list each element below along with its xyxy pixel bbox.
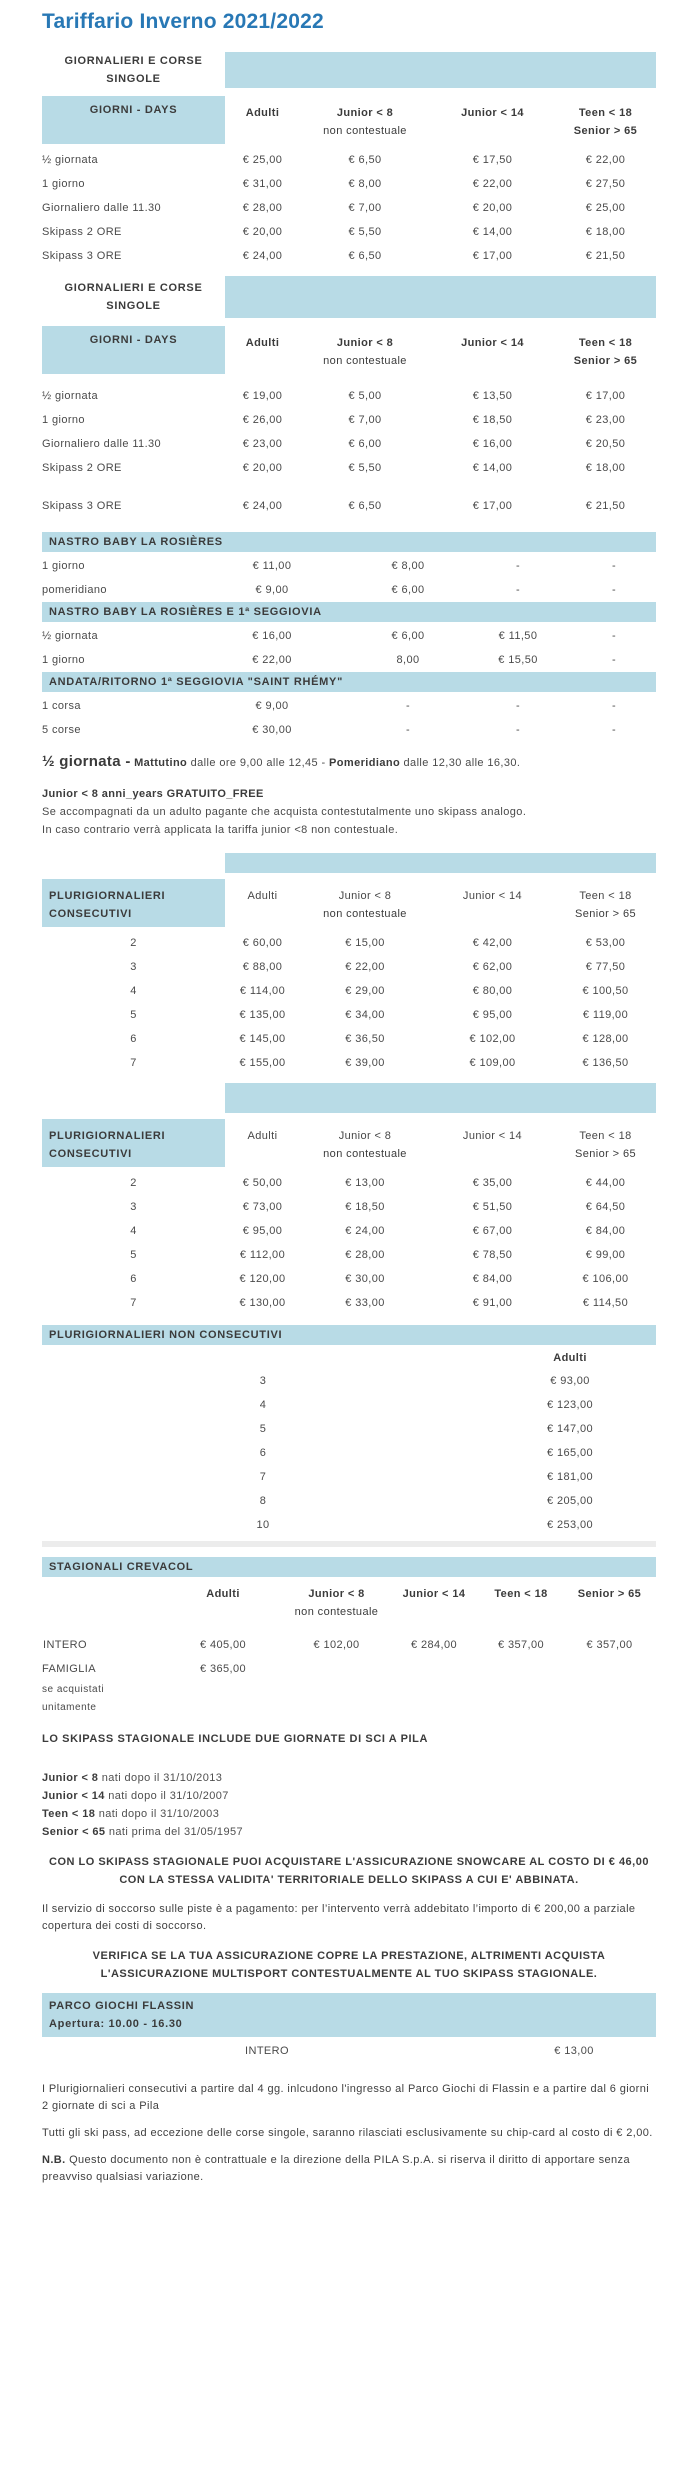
price-adulti: € 28,00 [242, 202, 283, 214]
section-multi-high-season [42, 853, 656, 1075]
col-header-adulti: Adulti [247, 890, 278, 902]
include-note: LO SKIPASS STAGIONALE INCLUDE DUE GIORNATE DI SCI A PILA [42, 1733, 429, 1745]
price-value: € 13,00 [554, 2045, 594, 2057]
price-teen-senior: € 20,50 [585, 438, 626, 450]
price-value: - [611, 700, 617, 712]
col-header-junior8: Junior < 8 non contestuale [323, 1130, 407, 1160]
price-junior8: € 5,50 [348, 226, 382, 238]
price-junior8: € 6,50 [348, 154, 382, 166]
price-row [42, 578, 656, 602]
footer-note-chipcard: Tutti gli ski pass, ad eccezione delle corse singole, saranno rilasciati esclusivamente su chip-card al costo di € 2,00. [42, 2127, 653, 2139]
section-nastro-baby [42, 532, 656, 602]
price-value: € 8,00 [391, 560, 425, 572]
days-count: 7 [130, 1057, 137, 1069]
spacer [42, 1347, 484, 1369]
price-adulti: € 165,00 [546, 1447, 594, 1459]
row-label: INTERO [245, 2045, 289, 2057]
price-value: - [611, 724, 617, 736]
price-adulti: € 95,00 [242, 1225, 283, 1237]
price-row [42, 1489, 656, 1513]
half-day-note: ½ giornata - Mattutino dalle ore 9,00 alle 12,45 - Pomeridiano dalle 12,30 alle 16,30. [42, 753, 521, 770]
row-label: Skipass 3 ORE [42, 500, 122, 512]
price-value: - [611, 630, 617, 642]
section-multi-nonconsec [42, 1325, 656, 1537]
price-value: € 6,00 [391, 584, 425, 596]
price-adulti: € 19,00 [242, 390, 283, 402]
price-adulti: € 135,00 [239, 1009, 286, 1021]
col-header-junior8: Junior < 8 non contestuale [294, 1588, 379, 1618]
price-row [42, 1393, 656, 1417]
section-parco-giochi [42, 1993, 656, 2063]
price-adulti: € 93,00 [550, 1375, 590, 1387]
price-row [42, 1219, 656, 1243]
days-count: 3 [130, 961, 137, 973]
row-label: INTERO [43, 1639, 87, 1651]
price-row [42, 432, 656, 456]
price-junior14: € 13,50 [472, 390, 513, 402]
price-junior8: € 5,00 [348, 390, 382, 402]
mattutino-label: Mattutino [134, 757, 188, 769]
col-header-junior8: Junior < 8 non contestuale [323, 337, 407, 367]
price-junior8: € 36,50 [345, 1033, 385, 1045]
band-nastro-seggiovia: NASTRO BABY LA ROSIÈRES E 1ª SEGGIOVIA [42, 602, 656, 622]
price-adulti: € 24,00 [242, 500, 283, 512]
price-value: - [611, 560, 617, 572]
row-label: pomeridiano [42, 584, 107, 596]
price-value: € 22,00 [252, 654, 292, 666]
price-adulti: € 50,00 [242, 1177, 283, 1189]
price-row [42, 1417, 656, 1441]
price-junior8: € 7,00 [348, 414, 382, 426]
price-adulti: € 26,00 [242, 414, 283, 426]
price-row [42, 494, 656, 518]
price-adulti: € 130,00 [239, 1297, 286, 1309]
days-count: 3 [130, 1201, 137, 1213]
price-value: € 357,00 [497, 1639, 545, 1651]
pomeridiano-label: Pomeridiano [329, 757, 401, 769]
price-adulti: € 145,00 [239, 1033, 286, 1045]
price-row [42, 408, 656, 432]
price-value: - [405, 724, 411, 736]
price-teen-senior: € 64,50 [585, 1201, 626, 1213]
price-teen-senior: € 84,00 [585, 1225, 626, 1237]
price-junior14: € 17,50 [472, 154, 513, 166]
price-value: - [405, 700, 411, 712]
divider [42, 1541, 656, 1547]
price-value: - [611, 584, 617, 596]
price-junior8: € 18,50 [345, 1201, 385, 1213]
price-value: € 30,00 [252, 724, 292, 736]
band-nastro-baby: NASTRO BABY LA ROSIÈRES [42, 532, 656, 552]
col-header-junior14: Junior < 14 [461, 107, 524, 119]
price-teen-senior: € 100,50 [582, 985, 629, 997]
price-adulti: € 24,00 [242, 250, 283, 262]
price-adulti: € 88,00 [242, 961, 283, 973]
spacer [42, 853, 225, 873]
season-header-stagione [225, 1083, 656, 1113]
spacer [42, 1579, 162, 1621]
days-count: 5 [259, 1423, 267, 1435]
side-label-giornalieri: GIORNALIERI E CORSE SINGOLE [64, 55, 203, 85]
price-junior8: € 13,00 [345, 1177, 385, 1189]
price-value: - [515, 584, 521, 596]
price-junior14: € 17,00 [472, 250, 513, 262]
price-junior14: € 14,00 [472, 462, 513, 474]
price-row [42, 1291, 656, 1315]
days-count: 4 [259, 1399, 267, 1411]
row-label: Skipass 2 ORE [42, 462, 122, 474]
price-junior8: € 22,00 [345, 961, 385, 973]
price-row [42, 931, 656, 955]
price-teen-senior: € 99,00 [585, 1249, 626, 1261]
price-value: - [515, 700, 521, 712]
col-header-teen-senior: Teen < 18 Senior > 65 [573, 337, 638, 367]
half-day-term: ½ giornata - [42, 753, 131, 770]
row-label: ½ giornata [42, 390, 98, 402]
price-value: 8,00 [396, 654, 420, 666]
price-row [42, 148, 656, 172]
price-junior8: € 6,50 [348, 250, 382, 262]
days-count: 4 [130, 985, 137, 997]
price-adulti: € 147,00 [546, 1423, 594, 1435]
price-adulti: € 73,00 [242, 1201, 283, 1213]
price-row [42, 1051, 656, 1075]
price-row [42, 648, 656, 672]
price-teen-senior: € 18,00 [585, 462, 626, 474]
days-count: 5 [130, 1009, 137, 1021]
row-label: Skipass 2 ORE [42, 226, 122, 238]
price-row [42, 1003, 656, 1027]
price-teen-senior: € 53,00 [585, 937, 626, 949]
row-label: ½ giornata [42, 630, 98, 642]
price-row [42, 244, 656, 268]
price-teen-senior: € 106,00 [582, 1273, 629, 1285]
col-header-teen-senior: Teen < 18 Senior > 65 [575, 1130, 636, 1160]
section-nastro-seggiovia [42, 602, 656, 672]
footer-note-plurigiornalieri: I Plurigiornalieri consecutivi a partire dal 4 gg. inlcudono l'ingresso al Parco Giochi di Flassin e a partire dal 6 giorni 2 giornate di sci a Pila [42, 2083, 650, 2112]
band-nonconsec: PLURIGIORNALIERI NON CONSECUTIVI [42, 1325, 656, 1345]
row-label: ½ giornata [42, 154, 98, 166]
column-header-row [42, 879, 656, 927]
col-header-junior14: Junior < 14 [402, 1588, 466, 1600]
column-header-row [42, 1119, 656, 1167]
footer-note-nb: N.B. Questo documento non è contrattuale e la direzione della PILA S.p.A. si riserva il diritto di apportare senza preavviso qualsiasi variazione. [42, 2154, 630, 2183]
col-header-teen-senior: Teen < 18 Senior > 65 [575, 890, 636, 920]
row-label: 1 giorno [42, 414, 85, 426]
price-teen-senior: € 17,00 [585, 390, 626, 402]
price-row [42, 172, 656, 196]
price-junior8: € 39,00 [345, 1057, 385, 1069]
days-count: 5 [130, 1249, 137, 1261]
price-adulti: € 123,00 [546, 1399, 594, 1411]
price-adulti: € 60,00 [242, 937, 283, 949]
price-row [42, 1465, 656, 1489]
price-adulti: € 112,00 [239, 1249, 286, 1261]
age-line: Teen < 18 nati dopo il 31/10/2003 [42, 1808, 220, 1820]
price-teen-senior: € 119,00 [582, 1009, 629, 1021]
season-header-alta-stagione [225, 853, 656, 873]
row-label: 1 corsa [42, 700, 81, 712]
row-label: Skipass 3 ORE [42, 250, 122, 262]
price-value: € 9,00 [255, 584, 289, 596]
price-row [42, 718, 656, 742]
price-row [42, 955, 656, 979]
col-header-junior14: Junior < 14 [462, 1130, 523, 1142]
price-junior8: € 15,00 [345, 937, 385, 949]
section-stagionali-crevacol [42, 1557, 656, 1717]
price-junior14: € 42,00 [472, 937, 513, 949]
days-count: 3 [259, 1375, 267, 1387]
price-teen-senior: € 114,50 [582, 1297, 629, 1309]
days-count: 7 [259, 1471, 267, 1483]
price-junior14: € 102,00 [469, 1033, 516, 1045]
price-value: € 6,00 [391, 630, 425, 642]
days-count: 7 [130, 1297, 137, 1309]
price-junior8: € 30,00 [345, 1273, 385, 1285]
price-junior8: € 7,00 [348, 202, 382, 214]
section-daily-low-season [42, 276, 656, 518]
price-adulti: € 181,00 [546, 1471, 594, 1483]
col-header-junior8: Junior < 8 non contestuale [323, 107, 407, 137]
price-junior14: € 22,00 [472, 178, 513, 190]
price-junior14: € 17,00 [472, 500, 513, 512]
price-row [42, 1171, 656, 1195]
col-header-adulti: Adulti [245, 337, 280, 349]
soccorso-note: Il servizio di soccorso sulle piste è a pagamento: per l’intervento verrà addebitato l’importo di € 200,00 a parziale copertura dei costi di soccorso. [42, 1903, 636, 1932]
days-count: 8 [259, 1495, 267, 1507]
price-value: € 15,50 [498, 654, 538, 666]
price-value: € 16,00 [252, 630, 292, 642]
price-junior14: € 16,00 [472, 438, 513, 450]
price-value: € 357,00 [586, 1639, 633, 1651]
price-junior14: € 67,00 [472, 1225, 513, 1237]
price-value: - [515, 560, 521, 572]
col-header-teen: Teen < 18 [494, 1588, 548, 1600]
days-count: 6 [259, 1447, 267, 1459]
price-junior8: € 28,00 [345, 1249, 385, 1261]
days-count: 4 [130, 1225, 137, 1237]
price-value: - [515, 724, 521, 736]
column-header-row [42, 96, 656, 144]
price-adulti: € 120,00 [239, 1273, 286, 1285]
price-teen-senior: € 22,00 [585, 154, 626, 166]
price-adulti: € 205,00 [546, 1495, 594, 1507]
row-label: 1 giorno [42, 654, 85, 666]
side-label-giornalieri: GIORNALIERI E CORSE SINGOLE [64, 282, 203, 312]
days-count: 6 [130, 1273, 137, 1285]
column-header-row [42, 326, 656, 374]
junior-free-note: Junior < 8 anni_years GRATUITO_FREE Se accompagnati da un adulto pagante che acquista contestutalmente uno skipass analogo. In caso contrario verrà applicata la tariffa junior <8 non contestuale. [42, 788, 527, 836]
col-header-teen-senior: Teen < 18 Senior > 65 [573, 107, 638, 137]
nonconsec-header-row [42, 1347, 656, 1369]
tariff-document [42, 10, 656, 2186]
age-line: Junior < 8 nati dopo il 31/10/2013 [42, 1772, 223, 1784]
price-row [42, 979, 656, 1003]
col-header-junior14: Junior < 14 [462, 890, 523, 902]
price-teen-senior: € 23,00 [585, 414, 626, 426]
price-row [42, 1267, 656, 1291]
price-junior14: € 109,00 [469, 1057, 516, 1069]
price-value: - [611, 654, 617, 666]
price-junior14: € 78,50 [472, 1249, 513, 1261]
price-junior14: € 95,00 [472, 1009, 513, 1021]
age-definitions [42, 1769, 656, 1841]
row-label: 1 giorno [42, 560, 85, 572]
price-adulti: € 20,00 [242, 462, 283, 474]
price-row [42, 384, 656, 408]
spacer [42, 1083, 225, 1113]
price-value: € 405,00 [199, 1639, 247, 1651]
price-row [42, 1513, 656, 1537]
col-header-junior14: Junior < 14 [461, 337, 524, 349]
price-row [42, 1027, 656, 1051]
price-row-famiglia [42, 1657, 656, 1717]
col-header-adulti: Adulti [245, 107, 280, 119]
price-junior14: € 35,00 [472, 1177, 513, 1189]
price-value: € 102,00 [313, 1639, 360, 1651]
price-junior14: € 91,00 [472, 1297, 513, 1309]
price-row-intero [42, 1633, 656, 1657]
price-adulti: € 114,00 [239, 985, 286, 997]
season-header-stagione [225, 276, 656, 318]
price-row [42, 1441, 656, 1465]
price-junior8: € 34,00 [345, 1009, 385, 1021]
price-row [42, 220, 656, 244]
price-junior14: € 62,00 [472, 961, 513, 973]
price-junior8: € 24,00 [345, 1225, 385, 1237]
season-header-alta-stagione [225, 52, 656, 88]
price-junior8: € 6,00 [348, 438, 382, 450]
band-parco-giochi: PARCO GIOCHI FLASSIN Apertura: 10.00 - 16.30 [42, 1993, 656, 2037]
section-multi-low-season [42, 1083, 656, 1315]
price-value: € 365,00 [199, 1663, 247, 1675]
price-junior8: € 8,00 [348, 178, 382, 190]
days-count: 10 [256, 1519, 270, 1531]
price-junior14: € 80,00 [472, 985, 513, 997]
plurigiornalieri-cell: PLURIGIORNALIERI CONSECUTIVI [42, 1119, 225, 1167]
price-junior14: € 20,00 [472, 202, 513, 214]
price-teen-senior: € 21,50 [585, 250, 626, 262]
price-teen-senior: € 77,50 [585, 961, 626, 973]
price-row [42, 554, 656, 578]
price-teen-senior: € 21,50 [585, 500, 626, 512]
price-value: € 11,50 [498, 630, 538, 642]
age-line: Junior < 14 nati dopo il 31/10/2007 [42, 1790, 229, 1802]
price-junior14: € 51,50 [472, 1201, 513, 1213]
row-label: FAMIGLIA se acquistati unitamente [42, 1663, 105, 1713]
price-adulti: € 253,00 [546, 1519, 594, 1531]
section-andata-ritorno [42, 672, 656, 742]
section-daily-high-season [42, 52, 656, 268]
price-row [42, 694, 656, 718]
price-junior8: € 5,50 [348, 462, 382, 474]
price-teen-senior: € 27,50 [585, 178, 626, 190]
col-header-adulti: Adulti [247, 1130, 278, 1142]
price-junior14: € 18,50 [472, 414, 513, 426]
price-row [42, 1369, 656, 1393]
giorni-days-cell: GIORNI - DAYS [42, 326, 225, 374]
price-adulti: € 31,00 [242, 178, 283, 190]
giorni-days-cell: GIORNI - DAYS [42, 96, 225, 144]
age-line: Senior < 65 nati prima del 31/05/1957 [42, 1826, 244, 1838]
price-value: € 9,00 [255, 700, 289, 712]
price-value: € 284,00 [410, 1639, 458, 1651]
price-junior8: € 6,50 [348, 500, 382, 512]
days-count: 2 [130, 1177, 137, 1189]
verifica-note: VERIFICA SE LA TUA ASSICURAZIONE COPRE LA PRESTAZIONE, ALTRIMENTI ACQUISTA L'ASSICURAZIONE MULTISPORT CONTESTUALMENTE AL TUO SKIPASS STAGIONALE. [92, 1950, 606, 1980]
price-teen-senior: € 44,00 [585, 1177, 626, 1189]
band-andata-ritorno: ANDATA/RITORNO 1ª SEGGIOVIA "SAINT RHÉMY" [42, 672, 656, 692]
price-row [42, 624, 656, 648]
price-adulti: € 155,00 [239, 1057, 286, 1069]
price-value: € 11,00 [252, 560, 292, 572]
days-count: 2 [130, 937, 137, 949]
snowcare-note: CON LO SKIPASS STAGIONALE PUOI ACQUISTARE L'ASSICURAZIONE SNOWCARE AL COSTO DI € 46,00 CON LA STESSA VALIDITA' TERRITORIALE DELLO SKIPASS A CUI E' ABBINATA. [49, 1856, 649, 1886]
price-teen-senior: € 136,50 [582, 1057, 629, 1069]
days-count: 6 [130, 1033, 137, 1045]
plurigiornalieri-cell: PLURIGIORNALIERI CONSECUTIVI [42, 879, 225, 927]
price-row [42, 1195, 656, 1219]
price-junior8: € 29,00 [345, 985, 385, 997]
price-row [42, 2039, 656, 2063]
price-adulti: € 25,00 [242, 154, 283, 166]
row-label: Giornaliero dalle 11.30 [42, 202, 162, 214]
column-header-row [42, 1579, 656, 1621]
price-teen-senior: € 18,00 [585, 226, 626, 238]
price-adulti: € 20,00 [242, 226, 283, 238]
row-label: Giornaliero dalle 11.30 [42, 438, 162, 450]
page-title: Tariffario Inverno 2021/2022 [42, 10, 324, 33]
price-teen-senior: € 128,00 [582, 1033, 629, 1045]
price-teen-senior: € 25,00 [585, 202, 626, 214]
price-junior14: € 84,00 [472, 1273, 513, 1285]
price-row [42, 456, 656, 480]
price-junior14: € 14,00 [472, 226, 513, 238]
col-header-adulti: Adulti [553, 1352, 587, 1364]
price-row [42, 1243, 656, 1267]
col-header-senior: Senior > 65 [577, 1588, 642, 1600]
col-header-junior8: Junior < 8 non contestuale [323, 890, 407, 920]
row-label: 1 giorno [42, 178, 85, 190]
band-crevacol: STAGIONALI CREVACOL [42, 1557, 656, 1577]
price-junior8: € 33,00 [345, 1297, 385, 1309]
col-header-adulti: Adulti [206, 1588, 240, 1600]
row-label: 5 corse [42, 724, 81, 736]
price-row [42, 196, 656, 220]
price-adulti: € 23,00 [242, 438, 283, 450]
